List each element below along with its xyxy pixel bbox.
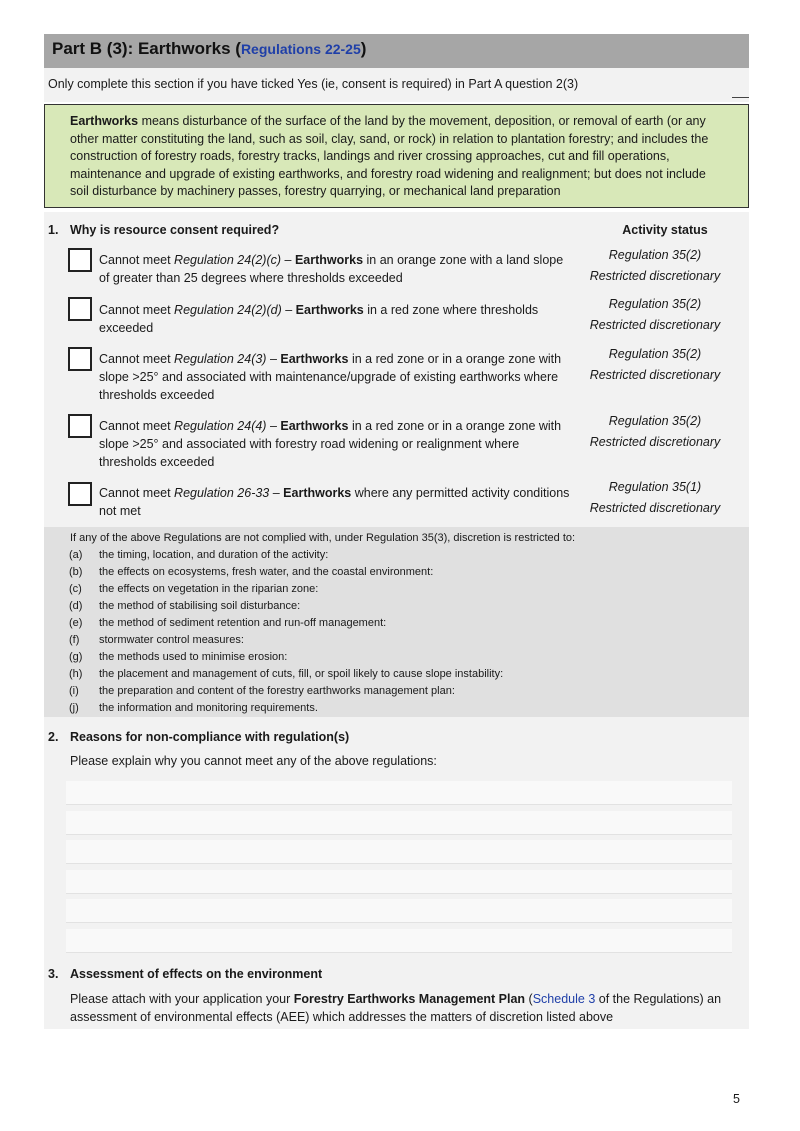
question-title: Why is resource consent required? xyxy=(70,223,280,237)
section-intro xyxy=(44,68,749,102)
list-item: (a) the timing, location, and duration of the activity: xyxy=(69,549,329,561)
question-number: 3. xyxy=(48,967,59,981)
intro-text: Only complete this section if you have ticked Yes (ie, consent is required) in Part A question 2(3) xyxy=(48,77,579,91)
question-number: 2. xyxy=(48,730,59,744)
list-item: (b) the effects on ecosystems, fresh water, and the coastal environment: xyxy=(69,566,434,578)
checkbox-regulation-24-2-d[interactable] xyxy=(68,297,92,321)
activity-status: Regulation 35(2) Restricted discretionary xyxy=(589,297,721,332)
discretion-list xyxy=(44,527,749,717)
discretion-intro: If any of the above Regulations are not complied with, under Regulation 35(3), discretion is restricted to: xyxy=(70,532,576,544)
question-title: Assessment of effects on the environment xyxy=(70,967,323,981)
list-item: (f) stormwater control measures: xyxy=(69,634,244,646)
question-number: 1. xyxy=(48,223,59,237)
list-item: (h) the placement and management of cuts, fill, or spoil likely to cause slope instability: xyxy=(69,668,504,680)
question-body: Please attach with your application your Forestry Earthworks Management Plan (Schedule 3 of the Regulations) an assessment of environmental effects (AEE) which addresses the matters of discretion listed above xyxy=(70,992,722,1024)
question-2 xyxy=(44,717,749,965)
page-number: 5 xyxy=(733,1092,740,1106)
activity-status: Regulation 35(2) Restricted discretionary xyxy=(589,248,721,283)
section-title-suffix: ) xyxy=(360,39,367,58)
list-item: (c) the effects on vegetation in the riparian zone: xyxy=(69,583,319,595)
explanation-line-2[interactable] xyxy=(66,811,732,835)
option-text: Cannot meet Regulation 24(2)(d) – Earthworks in a red zone where thresholds exceeded xyxy=(99,303,539,335)
list-item: (i) the preparation and content of the forestry earthworks management plan: xyxy=(69,685,455,697)
explanation-line-5[interactable] xyxy=(66,899,732,923)
question-3 xyxy=(44,965,749,1029)
activity-status: Regulation 35(2) Restricted discretionary xyxy=(589,414,721,449)
question-title: Reasons for non-compliance with regulation(s) xyxy=(70,730,350,744)
checkbox-regulation-24-2-c[interactable] xyxy=(68,248,92,272)
activity-status-header: Activity status xyxy=(622,223,708,237)
option-text: Cannot meet Regulation 24(4) – Earthworks in a red zone or in a orange zone with slope >25° and associated with forestry road widening or realignment where thresholds exceeded xyxy=(99,419,562,469)
explanation-line-3[interactable] xyxy=(66,840,732,864)
definition-box xyxy=(44,104,749,208)
divider xyxy=(732,97,749,98)
list-item: (j) the information and monitoring requirements. xyxy=(69,702,318,714)
list-item: (g) the methods used to minimise erosion: xyxy=(69,651,288,663)
definition-term: Earthworks xyxy=(70,114,139,128)
checkbox-regulation-26-33[interactable] xyxy=(68,482,92,506)
list-item: (d) the method of stabilising soil disturbance: xyxy=(69,600,301,612)
explanation-line-4[interactable] xyxy=(66,870,732,894)
regulations-link[interactable]: Regulations 22-25 xyxy=(240,41,361,57)
activity-status: Regulation 35(1) Restricted discretionary xyxy=(589,480,721,515)
section-header xyxy=(44,34,749,68)
list-item: (e) the method of sediment retention and run-off management: xyxy=(69,617,387,629)
question-prompt: Please explain why you cannot meet any of the above regulations: xyxy=(70,754,437,768)
option-text: Cannot meet Regulation 24(3) – Earthworks in a red zone or in a orange zone with slope >25° and associated with maintenance/upgrade of existing earthworks where thresholds exceeded xyxy=(99,352,562,402)
definition-text: means disturbance of the surface of the land by the movement, deposition, or removal of earth (or any other matter constituting the land, such as soil, clay, sand, or rock) in relation to plantation forestry; and includes the construction of forestry roads, forestry tracks, landings and river crossing approaches, cut and fill operations, maintenance and upgrade of existing earthworks, and forestry road widening and realignment; but does not include soil disturbance by machinery passes, forestry quarrying, or mechanical land preparation xyxy=(70,114,709,198)
explanation-line-1[interactable] xyxy=(66,781,732,805)
checkbox-regulation-24-3[interactable] xyxy=(68,347,92,371)
option-text: Cannot meet Regulation 24(2)(c) – Earthworks in an orange zone with a land slope of greater than 25 degrees where thresholds exceeded xyxy=(99,253,564,285)
question-1 xyxy=(44,212,749,527)
schedule-3-link[interactable]: Schedule 3 xyxy=(532,992,596,1006)
checkbox-regulation-24-4[interactable] xyxy=(68,414,92,438)
option-text: Cannot meet Regulation 26-33 – Earthworks where any permitted activity conditions not met xyxy=(99,486,570,518)
explanation-line-6[interactable] xyxy=(66,929,732,953)
section-title-prefix: Part B (3): Earthworks ( xyxy=(52,39,241,58)
activity-status: Regulation 35(2) Restricted discretionary xyxy=(589,347,721,382)
